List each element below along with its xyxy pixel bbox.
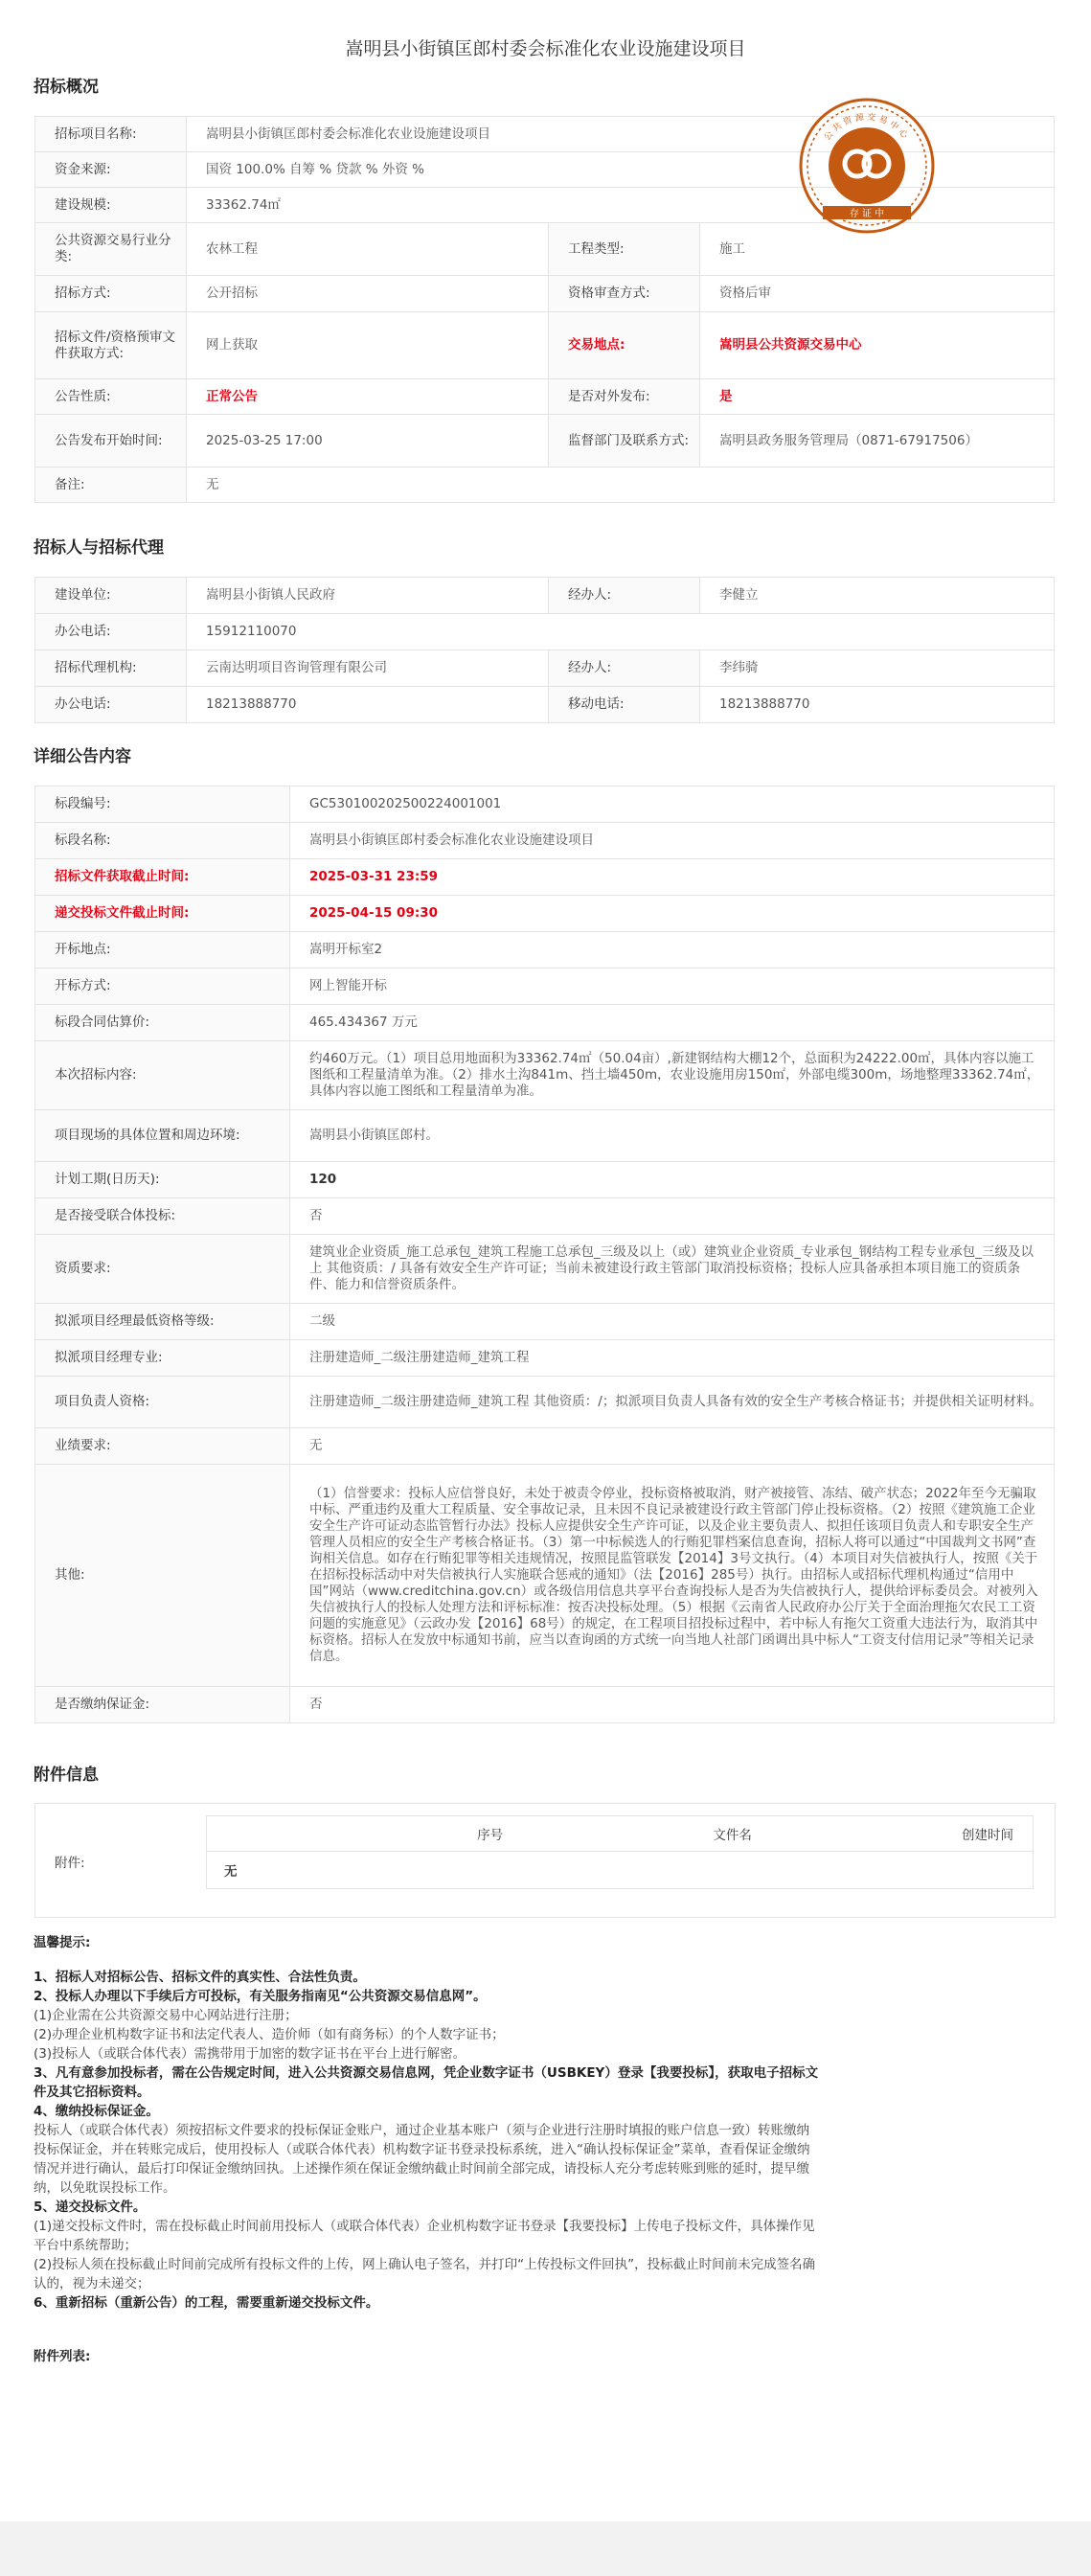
stamp-band-text: 存 证 中 [849, 209, 885, 219]
label-handler-2: 经办人: [549, 650, 700, 687]
attachment-col-index: 序号 [207, 1816, 542, 1852]
value-category: 农林工程 [187, 223, 549, 276]
detail-value: 嵩明县小街镇匡郎村委会标准化农业设施建设项目 [290, 823, 1055, 859]
detail-value: 2025-04-15 09:30 [290, 896, 1055, 932]
label-phone-1: 办公电话: [35, 614, 187, 650]
detail-label: 递交投标文件截止时间: [35, 896, 290, 932]
detail-row [35, 1377, 1055, 1428]
label-scale: 建设规模: [35, 188, 187, 223]
detail-value: 注册建造师_二级注册建造师_建筑工程 [290, 1340, 1055, 1377]
detail-label: 项目现场的具体位置和周边环境: [35, 1110, 290, 1162]
detail-row [35, 1162, 1055, 1198]
label-public: 是否对外发布: [549, 379, 700, 415]
detail-row [35, 1304, 1055, 1340]
parties-table [34, 577, 1055, 723]
detail-row [35, 1340, 1055, 1377]
value-scale: 33362.74㎡ [187, 188, 1055, 223]
attachment-empty: 无 [207, 1852, 1034, 1889]
label-doc-method: 招标文件/资格预审文件获取方式: [35, 312, 187, 379]
value-builder: 嵩明县小街镇人民政府 [187, 578, 549, 614]
value-remark: 无 [187, 467, 1055, 503]
detail-value: 否 [290, 1687, 1055, 1723]
value-doc-method: 网上获取 [187, 312, 549, 379]
detail-value: 无 [290, 1428, 1055, 1465]
detail-label: 开标方式: [35, 969, 290, 1005]
detail-row [35, 1005, 1055, 1041]
detail-row [35, 823, 1055, 859]
detail-row [35, 932, 1055, 969]
value-handler-2: 李纬骑 [700, 650, 1055, 687]
attachment-list-label: 附件列表: [34, 2349, 91, 2364]
tips-item: 3、凡有意参加投标者，需在公告规定时间，进入公共资源交易信息网，凭企业数字证书（USBKEY）登录【我要投标】，获取电子招标文件及其它招标资料。 [34, 2065, 819, 2100]
tips-item: (1)递交投标文件时，需在投标截止时间前用投标人（或联合体代表）企业机构数字证书登录【我要投标】上传电子投标文件，具体操作见平台中系统帮助； [34, 2219, 815, 2253]
detail-row [35, 1687, 1055, 1723]
detail-label: 是否缴纳保证金: [35, 1687, 290, 1723]
attachment-col-filename: 文件名 [541, 1816, 752, 1852]
detail-value: 网上智能开标 [290, 969, 1055, 1005]
detail-value: 约460万元。（1）项目总用地面积为33362.74㎡（50.04亩）,新建钢结构大棚12个，总面积为24222.00㎡，具体内容以施工图纸和工程量清单为准。（2）排水土沟841m、挡土墙450m，农业设施用房150㎡，外部电缆300m，场地整理33362.74㎡，具体内容以施工图纸和工程量清单为准。 [290, 1041, 1055, 1110]
value-supervisor: 嵩明县政务服务管理局（0871-67917506） [700, 415, 1055, 467]
tips-item: 投标人（或联合体代表）须按招标文件要求的投标保证金账户，通过企业基本账户（须与企业进行注册时填报的账户信息一致）转账缴纳投标保证金，并在转账完成后，使用投标人（或联合体代表）机构数字证书登录投标系统，进入“确认投标保证金”菜单，查看保证金缴纳情况并进行确认，最后打印保证金缴纳回执。上述操作须在保证金缴纳截止时间前全部完成，请投标人充分考虑转账到账的延时，提早缴纳，以免耽误投标工作。 [34, 2123, 810, 2196]
label-phone-2: 办公电话: [35, 687, 187, 723]
value-agency: 云南达明项目咨询管理有限公司 [187, 650, 549, 687]
page-footer-background [0, 2521, 1091, 2576]
detail-label: 是否接受联合体投标: [35, 1198, 290, 1235]
tips-item: 1、招标人对招标公告、招标文件的真实性、合法性负责。 [34, 1970, 366, 1985]
label-mobile: 移动电话: [549, 687, 700, 723]
value-project-name: 嵩明县小街镇匡郎村委会标准化农业设施建设项目 [187, 117, 1055, 152]
value-qualification: 资格后审 [700, 276, 1055, 312]
label-fund-source: 资金来源: [35, 152, 187, 188]
page-title: 嵩明县小街镇匡郎村委会标准化农业设施建设项目 [345, 38, 746, 59]
attachment-box [34, 1803, 1056, 1918]
label-start-time: 公告发布开始时间: [35, 415, 187, 467]
value-public: 是 [700, 379, 1055, 415]
detail-label: 拟派项目经理最低资格等级: [35, 1304, 290, 1340]
tips-item: (2)投标人须在投标截止时间前完成所有投标文件的上传，网上确认电子签名，并打印“上传投标文件回执”，投标截止时间前未完成签名确认的，视为未递交； [34, 2257, 816, 2291]
detail-label: 标段编号: [35, 786, 290, 823]
detail-value: 465.434367 万元 [290, 1005, 1055, 1041]
tips-heading: 温馨提示: [34, 1935, 91, 1950]
tips-item: 5、递交投标文件。 [34, 2200, 147, 2215]
detail-value: 嵩明开标室2 [290, 932, 1055, 969]
detail-label: 开标地点: [35, 932, 290, 969]
tips-block [34, 1933, 819, 2366]
attachment-col-created: 创建时间 [752, 1816, 1034, 1852]
detail-row [35, 1041, 1055, 1110]
stamp-text-top: 公共资源交易中心 [822, 112, 912, 143]
value-project-type: 施工 [700, 223, 1055, 276]
detail-value: 2025-03-31 23:59 [290, 859, 1055, 896]
detail-row [35, 896, 1055, 932]
detail-label: 资质要求: [35, 1235, 290, 1304]
label-project-name: 招标项目名称: [35, 117, 187, 152]
detail-value: 建筑业企业资质_施工总承包_建筑工程施工总承包_三级及以上（或）建筑业企业资质_专业承包_钢结构工程专业承包_三级及以上 其他资质：/ 具备有效安全生产许可证；当前未被建设行政主管部门取消投标资格；投标人应具备承担本项目施工的资质条件、能力和信誉资质条件。 [290, 1235, 1055, 1304]
section-title-detail: 详细公告内容 [34, 747, 131, 766]
section-title-attachments: 附件信息 [34, 1766, 99, 1785]
detail-row [35, 1428, 1055, 1465]
evidence-stamp-icon [798, 97, 936, 235]
tips-item: 6、重新招标（重新公告）的工程，需要重新递交投标文件。 [34, 2295, 379, 2311]
value-fund-source: 国资 100.0% 自筹 % 贷款 % 外资 % [187, 152, 1055, 188]
label-nature: 公告性质: [35, 379, 187, 415]
value-handler-1: 李健立 [700, 578, 1055, 614]
tips-item: (3)投标人（或联合体代表）需携带用于加密的数字证书在平台上进行解密。 [34, 2046, 466, 2062]
label-handler-1: 经办人: [549, 578, 700, 614]
detail-value: 二级 [290, 1304, 1055, 1340]
detail-label: 拟派项目经理专业: [35, 1340, 290, 1377]
label-qualification: 资格审查方式: [549, 276, 700, 312]
value-mobile: 18213888770 [700, 687, 1055, 723]
label-location: 交易地点: [549, 312, 700, 379]
detail-label: 项目负责人资格: [35, 1377, 290, 1428]
label-project-type: 工程类型: [549, 223, 700, 276]
detail-row [35, 786, 1055, 823]
detail-label: 标段名称: [35, 823, 290, 859]
detail-label: 业绩要求: [35, 1428, 290, 1465]
detail-value: 嵩明县小街镇匡郎村。 [290, 1110, 1055, 1162]
section-title-overview: 招标概况 [34, 78, 99, 97]
label-agency: 招标代理机构: [35, 650, 187, 687]
value-method: 公开招标 [187, 276, 549, 312]
detail-table [34, 786, 1055, 1723]
value-location: 嵩明县公共资源交易中心 [700, 312, 1055, 379]
section-title-parties: 招标人与招标代理 [34, 538, 164, 558]
tips-item: (1)企业需在公共资源交易中心网站进行注册； [34, 2008, 298, 2023]
detail-row [35, 859, 1055, 896]
tips-item: (2)办理企业机构数字证书和法定代表人、造价师（如有商务标）的个人数字证书； [34, 2027, 505, 2042]
label-remark: 备注: [35, 467, 187, 503]
detail-value: 否 [290, 1198, 1055, 1235]
detail-label: 招标文件获取截止时间: [35, 859, 290, 896]
detail-label: 计划工期(日历天): [35, 1162, 290, 1198]
tips-item: 2、投标人办理以下手续后方可投标，有关服务指南见“公共资源交易信息网”。 [34, 1989, 487, 2004]
attachment-table [206, 1815, 1034, 1889]
detail-row [35, 1110, 1055, 1162]
value-phone-2: 18213888770 [187, 687, 549, 723]
detail-value: （1）信誉要求：投标人应信誉良好，未处于被责令停业，投标资格被取消，财产被接管、冻结、破产状态；2022年至今无骗取中标、严重违约及重大工程质量、安全事故记录，且未因不良记录被建设行政主管部门停止投标资格。（2）按照《建筑施工企业安全生产许可证动态监管暂行办法》投标人应提供安全生产许可证，以及企业主要负责人、拟担任该项目负责人和专职安全生产管理人员相应的安全生产考核合格证书。（3）第一中标候选人的行贿犯罪档案信息查询，招标人将可以通过“中国裁判文书网”查询相关信息。如存在行贿犯罪等相关违规情况，按照昆监管联发【2014】3号文执行。（4）本项目对失信被执行人，按照《关于在招标投标活动中对失信被执行人实施联合惩戒的通知》（法【2016】285号）执行。由招标人或招标代理机构通过“信用中国”网站（www.creditchina.gov.cn）或各级信用信息共享平台查询投标人是否为失信被执行人，提供给评标委员会。对被列入失信被执行人的投标人处理方法和评标标准：按否决投标处理。（5）根据《云南省人民政府办公厅关于全面治理拖欠农民工工资问题的实施意见》（云政办发【2016】68号）的规定，在工程项目招投标过程中，若中标人有拖欠工资重大违法行为，取消其中标资格。招标人在发放中标通知书前，应当以查询函的方式统一向当地人社部门函调出具中标人“工资支付信用记录”等相关记录信息。 [290, 1465, 1055, 1687]
detail-value: 注册建造师_二级注册建造师_建筑工程 其他资质：/；拟派项目负责人具备有效的安全生产考核合格证书；并提供相关证明材料。 [290, 1377, 1055, 1428]
label-supervisor: 监督部门及联系方式: [549, 415, 700, 467]
detail-label: 标段合同估算价: [35, 1005, 290, 1041]
detail-row [35, 1198, 1055, 1235]
tips-item: 4、缴纳投标保证金。 [34, 2104, 159, 2119]
value-nature: 正常公告 [187, 379, 549, 415]
detail-value: 120 [290, 1162, 1055, 1198]
value-phone-1: 15912110070 [187, 614, 1055, 650]
detail-row [35, 1465, 1055, 1687]
value-start-time: 2025-03-25 17:00 [187, 415, 549, 467]
attachment-label: 附件: [55, 1856, 85, 1871]
detail-row [35, 1235, 1055, 1304]
label-method: 招标方式: [35, 276, 187, 312]
detail-label: 其他: [35, 1465, 290, 1687]
tips-list [34, 1968, 819, 2313]
detail-label: 本次招标内容: [35, 1041, 290, 1110]
detail-row [35, 969, 1055, 1005]
label-category: 公共资源交易行业分类: [35, 223, 187, 276]
label-builder: 建设单位: [35, 578, 187, 614]
detail-value: GC5301002025002240010​01 [290, 786, 1055, 823]
